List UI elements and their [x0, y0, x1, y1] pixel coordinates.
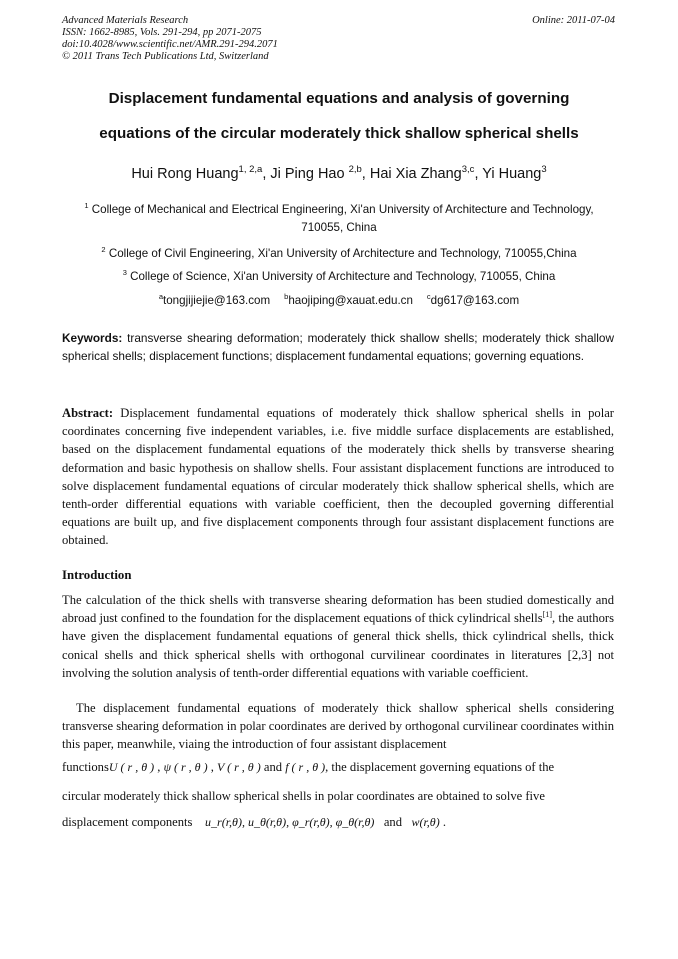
- doi-line: doi:10.4028/www.scientific.net/AMR.291-294.2071: [62, 39, 278, 50]
- email-link[interactable]: haojiping@xauat.edu.cn: [288, 294, 413, 307]
- abstract-section: [62, 404, 614, 550]
- separator: and: [383, 815, 402, 829]
- affiliation-text: College of Science, Xi'an University of Architecture and Technology, 710055, China: [130, 270, 556, 283]
- affiliation-text: College of Mechanical and Electrical Engineering, Xi'an University of Architecture and Technology, 710055, China: [91, 203, 594, 234]
- affiliation-2: [62, 245, 616, 263]
- math-displacements: u_r(r,θ), u_θ(r,θ), φ_r(r,θ), φ_θ(r,θ): [205, 815, 375, 829]
- paragraph-text: , the displacement governing equations of the: [325, 760, 555, 774]
- journal-name: Advanced Materials Research: [62, 15, 189, 26]
- paragraph-text: , the authors have given the displacement fundamental equations of general thick shells, thick cylindrical shells, thick conical shells and thick spherical shells with orthogonal curvilinear coordinates in literatures [2,3] not involving the solution analysis of tenth-order differential equations with variable coefficient.: [62, 611, 614, 680]
- author-name: Hui Rong Huang: [131, 166, 239, 182]
- introduction-paragraph-2: The displacement fundamental equations of moderately thick shallow spherical shells considering transverse shearing deformation in polar coordinates are derived by orthogonal curvilinear coordinates within this paper, meanwhile, viaing the introduction of four assistant displacement: [62, 701, 614, 752]
- math-f: f ( r , θ ): [285, 760, 326, 774]
- introduction-heading: Introduction: [62, 568, 132, 582]
- affiliation-1: [62, 201, 616, 237]
- math-w: w(r,θ): [411, 815, 440, 829]
- email-mark: a: [158, 292, 164, 301]
- math-line-2: circular moderately thick shallow spherical shells in polar coordinates are obtained to solve five: [62, 789, 545, 803]
- paragraph-text: The calculation of the thick shells with transverse shearing deformation has been studied domestically and abroad just confined to the foundation for the displacement equations of thick cylindrical shells: [62, 593, 614, 626]
- period: .: [442, 815, 446, 829]
- email-mark: b: [284, 292, 289, 301]
- math-line-functions: [62, 760, 614, 775]
- author-name: Hai Xia Zhang: [369, 166, 462, 182]
- author-affiliation-mark: 1, 2,a: [238, 164, 263, 175]
- author-affiliation-mark: 2,b: [348, 164, 362, 175]
- math-V: V ( r , θ ): [217, 760, 261, 774]
- affiliation-3: [62, 268, 616, 286]
- paper-title-line-1: Displacement fundamental equations and analysis of governing: [108, 90, 570, 107]
- issn-line: ISSN: 1662-8985, Vols. 291-294, pp 2071-2075: [62, 27, 262, 38]
- author-emails: [62, 292, 616, 310]
- keywords-label: Keywords:: [62, 331, 123, 345]
- author-name: Ji Ping Hao: [270, 166, 349, 182]
- abstract-text: Displacement fundamental equations of moderately thick shallow spherical shells in polar coordinates concerning five independent variables, i.e. five middle surface displacements are established, based on the displacement fundamental equations of the moderately thick shells by transverse shearing deformation and basic hypothesis on shallow shells. Four assistant displacement functions are introduced to solve displacement fundamental equations of circular moderately thick shallow spherical shells, which are tenth-order differential equations with variable coefficient, then the decoupled governing differential equations are built up, and five displacement components through four assistant displacement functions are obtained.: [62, 406, 614, 548]
- author-affiliation-mark: 3,c: [461, 164, 475, 175]
- online-date: Online: 2011-07-04: [532, 15, 615, 26]
- math-line-components: [62, 815, 614, 830]
- citation-ref[interactable]: [1]: [542, 610, 553, 620]
- author-list: Hui Rong Huang$^{1, 2,a}$, Ji Ping Hao $^{2,b}$, Hai Xia Zhang$^{3,c}$, Yi Huang$^3$: [131, 164, 547, 182]
- separator: and: [260, 760, 286, 774]
- email-mark: c: [426, 292, 431, 301]
- paragraph-text: functions: [62, 760, 109, 774]
- separator: ,: [154, 760, 164, 774]
- copyright-line: © 2011 Trans Tech Publications Ltd, Switzerland: [62, 51, 269, 62]
- paragraph-text: displacement components: [62, 815, 193, 829]
- affiliation-mark: 2: [101, 245, 106, 254]
- introduction-paragraph-1: [62, 591, 614, 682]
- author-affiliation-mark: 3: [541, 164, 547, 175]
- journal-header: [62, 15, 278, 63]
- keywords-section: [62, 330, 614, 365]
- affiliation-mark: 3: [122, 268, 127, 277]
- email-link[interactable]: tongjijiejie@163.com: [163, 294, 271, 307]
- author-name: Yi Huang: [482, 166, 542, 182]
- affiliation-text: College of Civil Engineering, Xi'an University of Architecture and Technology, 710055,China: [108, 247, 577, 260]
- email-link[interactable]: dg617@163.com: [430, 294, 520, 307]
- paper-title-line-2: equations of the circular moderately thick shallow spherical shells: [99, 125, 579, 142]
- math-U: U ( r , θ ): [108, 760, 155, 774]
- abstract-label: Abstract:: [62, 406, 114, 420]
- keywords-text: transverse shearing deformation; moderately thick shallow shells; moderately thick shallow spherical shells; displacement functions; displacement fundamental equations; governing equations.: [62, 331, 614, 363]
- separator: ,: [207, 760, 218, 774]
- affiliation-mark: 1: [84, 201, 89, 210]
- math-psi: ψ ( r , θ ): [163, 760, 208, 774]
